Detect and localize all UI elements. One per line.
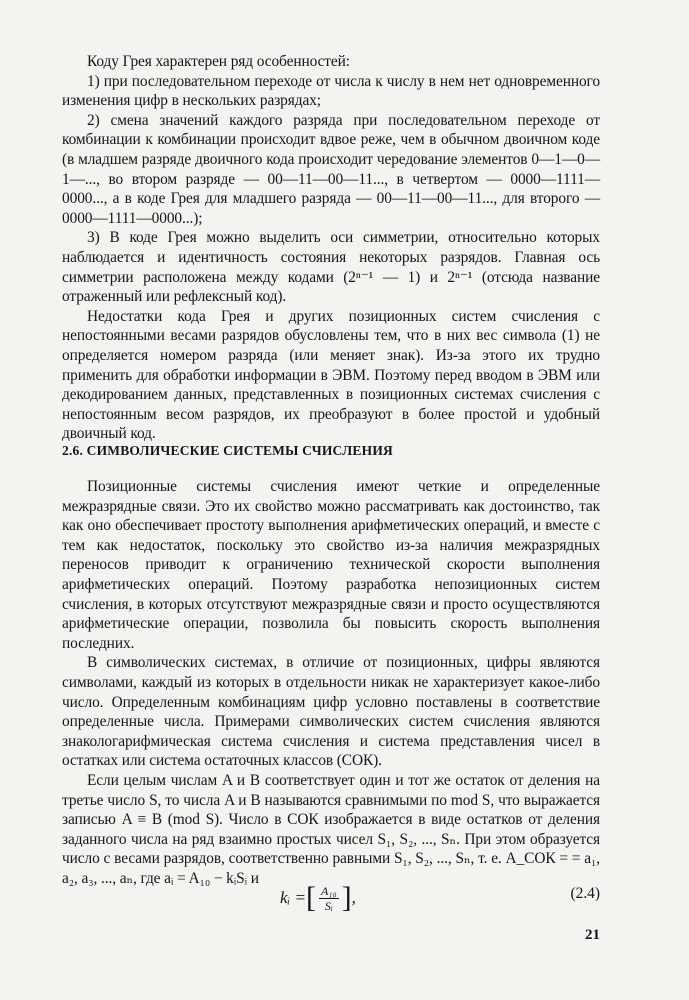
paragraph-symbolic-systems: В символических системах, в отличие от позиционных, цифры являются символами, каждый из которых в отдельности никак не характеризует какое-либо число. Определенным комбинациям цифр условно поставлены в соответствие определенные числа. Примерами символических систем счисления являются знакологарифмическая система счисления и система представления чисел в остатках или система остаточных классов (СОК). [62,654,600,770]
paragraph-gray-feature-3: 3) В коде Грея можно выделить оси симметрии, относительно которых наблюдается и идентичность состояния некоторых разрядов. Главная ось симметрии расположена между кодами (2ⁿ⁻¹ — 1) и 2ⁿ⁻¹ (отсюда название отраженный или рефлексный код). [62,229,600,306]
formula-close-bracket: ] [341,881,352,914]
paragraph-residue-classes: Если целым числам A и B соответствует один и тот же остаток от деления на третье число S, то числа A и B называются сравнимыми по mod S, что выражается записью A ≡ B (mod S). Число в СОК изображается в виде остатков от деления заданного числа на ряд взаимно простых чисел S₁, S₂, ..., Sₙ. При этом образуется число с весами разрядов, соответственно равными S₁, S₂, ..., Sₙ, т. е. A_СОК = = a₁, a₂, a₃, ..., aₙ, где aᵢ = A₁₀ − kᵢSᵢ и [62,771,600,887]
formula-tail: , [351,888,356,907]
section-text-block [62,477,600,888]
section-heading: 2.6. СИМВОЛИЧЕСКИЕ СИСТЕМЫ СЧИСЛЕНИЯ [62,443,393,458]
formula-numerator: A₁₀ [320,883,337,898]
equation-number: (2.4) [570,885,600,902]
paragraph-positional-systems: Позиционные системы счисления имеют четкие и определенные межразрядные связи. Это их свойство можно рассматривать как достоинство, так как оно обеспечивает простоту выполнения арифметических операций, и вместе с тем как недостаток, поскольку это свойство из-за наличия межразрядных переносов приводит к ограничению технической скорости выполнения арифметических операций. Поэтому разработка непозиционных систем счисления, в которых отсутствуют межразрядные связи и просто осуществляются арифметические операции, позволила бы повысить скорость выполнения последних. [62,478,600,652]
formula-lhs: kᵢ = [280,888,306,907]
formula-denominator: Sᵢ [324,898,333,913]
paragraph-gray-intro: Коду Грея характерен ряд особенностей: [87,53,350,70]
equation-2-4 [62,875,600,921]
paragraph-gray-feature-1: 1) при последовательном переходе от числа к числу в нем нет одновременного изменения цифр в нескольких разрядах; [62,72,600,110]
formula-fraction [319,884,339,913]
page-number: 21 [585,927,600,943]
formula-open-bracket: [ [305,881,316,914]
paragraph-gray-drawbacks: Недостатки кода Грея и других позиционных систем счисления с непостоянными весами разрядов обусловлены тем, что в них вес символа (1) не определяется номером разряда (или меняет знак). Из-за этого их трудно применить для обработки информации в ЭВМ. Поэтому перед вводом в ЭВМ или декодированием данных, представленных в позиционных системах счисления с непостоянным весом разрядов, их преобразуют в более простой и удобный двоичный код. [62,307,600,443]
formula-body [280,875,356,921]
top-text-block [62,52,600,444]
paragraph-gray-feature-2: 2) смена значений каждого разряда при последовательном переходе от комбинации к комбинации происходит вдвое реже, чем в обычном двоичном коде (в младшем разряде двоичного кода происходит чередование элементов 0—1—0—1—..., во втором разряде — 00—11—00—11..., в четвертом — 0000—1111—0000..., а в коде Грея для младшего разряда — 00—11—00—11..., для второго — 0000—1111—0000...); [62,111,600,227]
